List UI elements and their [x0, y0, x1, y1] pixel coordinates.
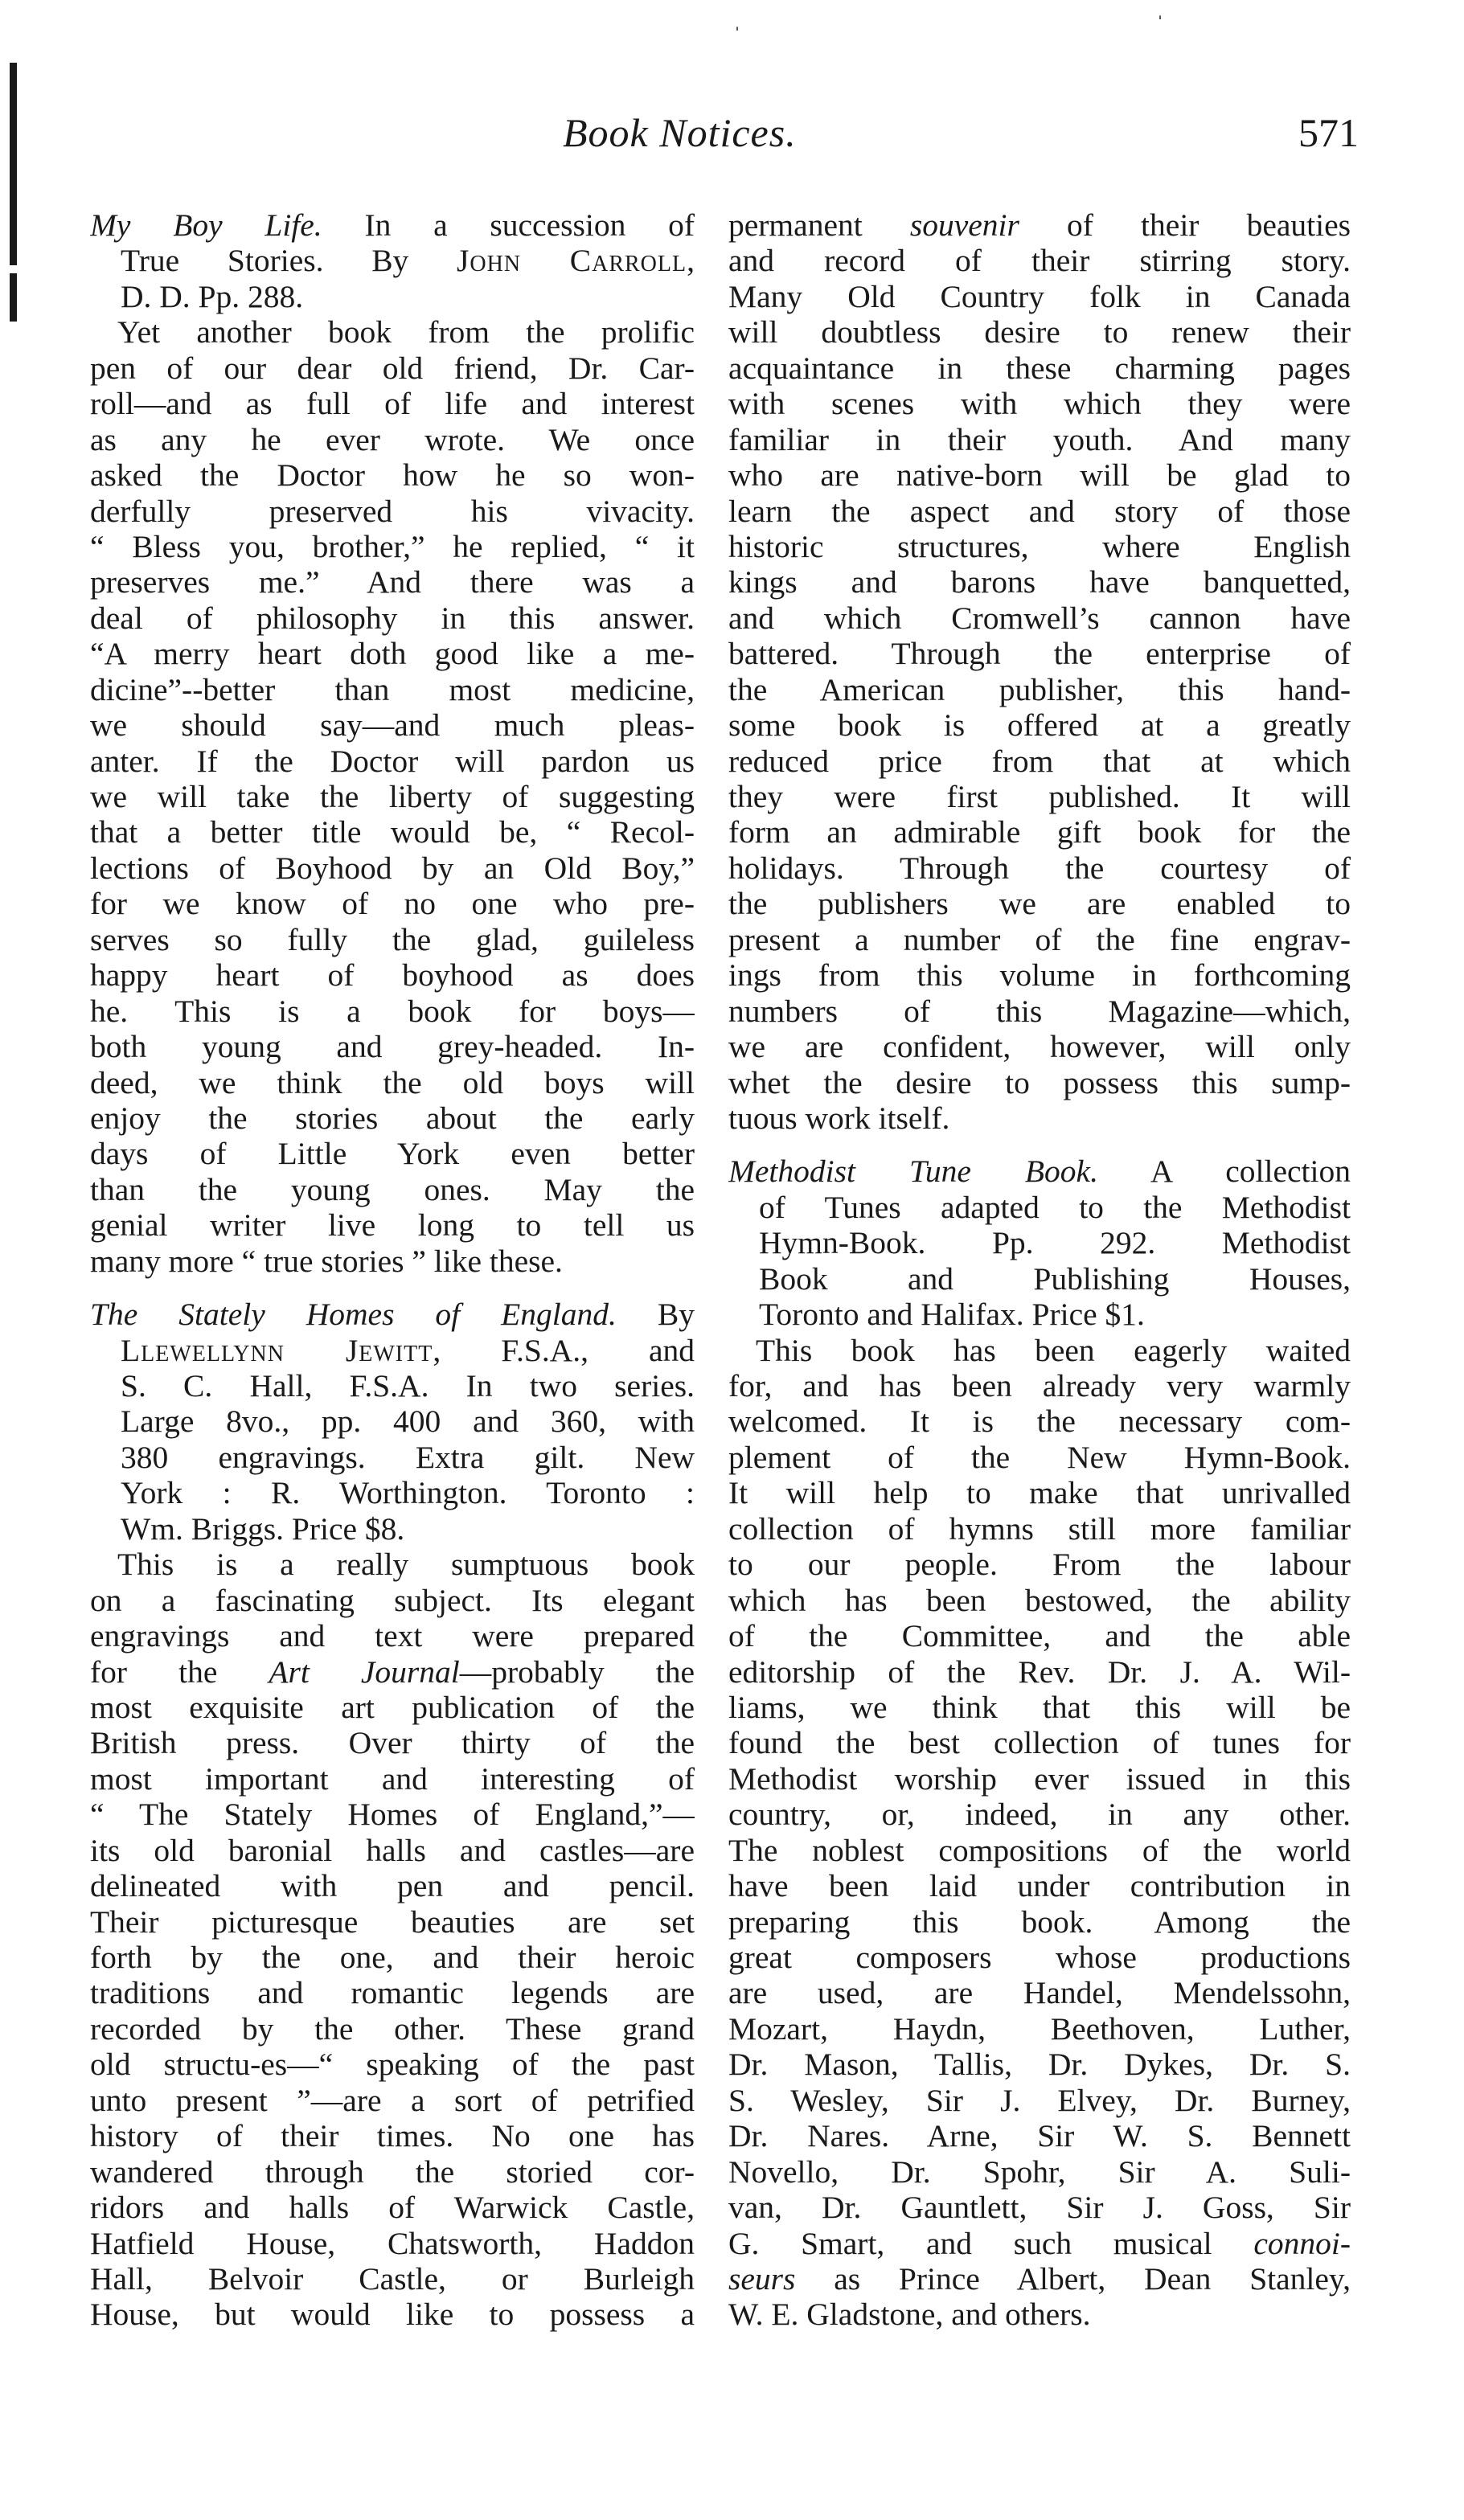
text-line: [90, 636, 695, 671]
text-segment: S. Wesley, Sir J. Elvey, Dr. Burney,: [728, 2082, 1351, 2118]
text-segment: 380 engravings. Extra gilt. New: [121, 1439, 695, 1475]
text-line: [90, 1833, 695, 1868]
text-line: [728, 1475, 1351, 1510]
text-segment: forth by the one, and their heroic: [90, 1940, 695, 1975]
text-segment: Toronto and Halifax. Price $1.: [759, 1297, 1145, 1333]
text-segment: This book has been eagerly waited: [756, 1332, 1351, 1368]
text-line: [90, 2118, 695, 2153]
text-segment: By: [616, 1297, 695, 1333]
text-line: [728, 1618, 1351, 1653]
text-line: [728, 1547, 1351, 1582]
text-segment: than the young ones. May the: [90, 1171, 695, 1207]
text-line: [728, 1725, 1351, 1760]
text-segment: editorship of the Rev. Dr. J. A. Wil-: [728, 1653, 1351, 1690]
text-segment: Their picturesque beauties are set: [90, 1903, 695, 1940]
text-line: [90, 744, 695, 779]
text-line: [90, 2261, 695, 2297]
text-segment: anter. If the Doctor will pardon us: [90, 743, 695, 779]
text-segment: battered. Through the enterprise of: [728, 636, 1351, 672]
text-segment: engravings and text were prepared: [90, 1618, 695, 1654]
text-line: [90, 1136, 695, 1171]
text-segment: on a fascinating subject. Its elegant: [90, 1582, 695, 1618]
text-line: [90, 1761, 695, 1797]
text-line: [90, 1297, 695, 1332]
text-segment: G. Smart, and such musical: [728, 2225, 1254, 2261]
text-segment: will doubtless desire to renew their: [728, 314, 1351, 350]
text-line: [728, 994, 1351, 1029]
text-line: [90, 922, 695, 957]
text-line: [728, 2261, 1351, 2297]
text-line: [728, 1297, 1351, 1332]
text-segment: True Stories. By: [121, 243, 457, 279]
text-segment: ridors and halls of Warwick Castle,: [90, 2190, 695, 2226]
text-segment: Book and Publishing Houses,: [759, 1260, 1351, 1297]
text-segment: to our people. From the labour: [728, 1547, 1351, 1583]
text-line: [90, 1725, 695, 1760]
text-segment: its old baronial halls and castles—are: [90, 1832, 695, 1868]
text-line: [90, 422, 695, 457]
text-segment: as any he ever wrote. We once: [90, 421, 695, 457]
text-line: [90, 457, 695, 493]
text-segment: they were first published. It will: [728, 779, 1351, 814]
text-line: [728, 922, 1351, 957]
text-segment: deed, we think the old boys will: [90, 1064, 695, 1100]
text-line: [90, 1618, 695, 1653]
text-line: [728, 2083, 1351, 2118]
text-segment: of the Committee, and the able: [728, 1618, 1351, 1654]
text-segment: unto present ”—are a sort of petrified: [90, 2082, 695, 2118]
text-segment: and which Cromwell’s cannon have: [728, 600, 1351, 636]
text-line: [728, 457, 1351, 493]
italic-text: My Boy Life.: [90, 207, 322, 243]
text-line: [728, 2154, 1351, 2190]
text-line: [90, 600, 695, 636]
text-segment: form an admirable gift book for the: [728, 814, 1351, 850]
text-segment: with scenes with which they were: [728, 386, 1351, 422]
text-segment: the American publisher, this hand-: [728, 671, 1351, 707]
text-line: [90, 1583, 695, 1618]
text-segment: for the: [90, 1653, 269, 1690]
text-segment: ings from this volume in forthcoming: [728, 957, 1351, 994]
italic-text: Methodist Tune Book.: [728, 1153, 1098, 1190]
text-line: [90, 779, 695, 814]
text-segment: history of their times. No one has: [90, 2118, 695, 2154]
text-segment: preserves me.” And there was a: [90, 564, 695, 600]
text-segment: “ Bless you, brother,” he replied, “ it: [90, 528, 695, 564]
text-segment: happy heart of boyhood as does: [90, 957, 695, 994]
text-line: [728, 314, 1351, 350]
text-segment: A collection: [1097, 1153, 1351, 1190]
text-segment: Wm. Briggs. Price $8.: [121, 1510, 405, 1547]
text-segment: It will help to make that unrivalled: [728, 1475, 1351, 1511]
text-line: [90, 1368, 695, 1403]
text-segment: delineated with pen and pencil.: [90, 1868, 695, 1904]
text-segment: pen of our dear old friend, Dr. Car-: [90, 350, 695, 386]
text-segment: who are native-born will be glad to: [728, 457, 1351, 494]
text-segment: genial writer live long to tell us: [90, 1207, 695, 1244]
text-line: [728, 1868, 1351, 1903]
text-line: [90, 1654, 695, 1690]
text-line: [728, 1100, 1351, 1136]
text-segment: of Tunes adapted to the Methodist: [759, 1189, 1351, 1225]
text-line: [728, 1261, 1351, 1297]
text-line: [90, 207, 695, 243]
text-segment: both young and grey-headed. In-: [90, 1029, 695, 1065]
text-segment: country, or, indeed, in any other.: [728, 1797, 1351, 1833]
text-segment: kings and barons have banquetted,: [728, 564, 1351, 600]
text-segment: dicine”--better than most medicine,: [90, 671, 695, 707]
text-line: [728, 1403, 1351, 1439]
text-segment: he. This is a book for boys—: [90, 993, 695, 1029]
text-line: [728, 1690, 1351, 1725]
text-segment: Hall, Belvoir Castle, or Burleigh: [90, 2260, 695, 2297]
text-line: [728, 279, 1351, 314]
text-line: [90, 279, 695, 314]
text-line: [728, 1333, 1351, 1368]
text-line: [90, 1403, 695, 1439]
text-line: [728, 1654, 1351, 1690]
text-line: [90, 1868, 695, 1903]
text-segment: learn the aspect and story of those: [728, 493, 1351, 529]
text-line: [90, 1690, 695, 1725]
text-segment: Novello, Dr. Spohr, Sir A. Suli-: [728, 2153, 1351, 2190]
text-segment: reduced price from that at which: [728, 743, 1351, 779]
text-line: [90, 314, 695, 350]
margin-rule-mark: [10, 63, 17, 265]
text-line: [728, 886, 1351, 921]
text-segment: for, and has been already very warmly: [728, 1368, 1351, 1403]
text-line: [728, 672, 1351, 707]
text-line: [90, 1797, 695, 1832]
text-segment: we are confident, however, will only: [728, 1029, 1351, 1065]
text-line: [728, 386, 1351, 421]
margin-rule-mark: [10, 273, 17, 322]
text-segment: as Prince Albert, Dean Stanley,: [795, 2260, 1351, 2297]
print-speck: ˈ: [1156, 11, 1164, 38]
text-segment: —probably the: [459, 1653, 695, 1690]
text-segment: familiar in their youth. And many: [728, 421, 1351, 457]
text-segment: that a better title would be, “ Recol-: [90, 814, 695, 850]
text-line: [728, 1440, 1351, 1475]
text-line: [90, 564, 695, 600]
text-line: [90, 672, 695, 707]
text-line: [728, 1225, 1351, 1260]
text-segment: most exquisite art publication of the: [90, 1689, 695, 1725]
text-segment: are used, are Handel, Mendelssohn,: [728, 1975, 1351, 2011]
text-line: [728, 2226, 1351, 2261]
text-line: [90, 1975, 695, 2010]
text-line: [90, 1172, 695, 1207]
text-line: [728, 1975, 1351, 2010]
text-line: [728, 850, 1351, 886]
text-segment: many more “ true stories ” like these.: [90, 1243, 563, 1279]
text-segment: Methodist worship ever issued in this: [728, 1760, 1351, 1797]
text-line: [90, 994, 695, 1029]
text-line: [728, 814, 1351, 850]
text-line: [728, 1029, 1351, 1064]
text-line: [728, 350, 1351, 386]
text-line: [728, 2190, 1351, 2225]
text-line: [90, 350, 695, 386]
text-segment: In a succession of: [322, 207, 695, 243]
text-line: [728, 744, 1351, 779]
text-segment: most important and interesting of: [90, 1760, 695, 1797]
text-line: [90, 1940, 695, 1975]
text-segment: roll—and as full of life and interest: [90, 386, 695, 422]
text-line: [728, 564, 1351, 600]
text-segment: ,: [687, 243, 695, 279]
text-segment: Yet another book from the prolific: [117, 314, 695, 350]
text-segment: great composers whose productions: [728, 1940, 1351, 1975]
text-segment: which has been bestowed, the ability: [728, 1582, 1351, 1618]
text-segment: British press. Over thirty of the: [90, 1725, 695, 1761]
text-segment: The noblest compositions of the world: [728, 1832, 1351, 1868]
text-line: [90, 1511, 695, 1547]
page-number: 571: [1298, 110, 1359, 155]
text-line: [90, 707, 695, 743]
text-segment: present a number of the fine engrav-: [728, 921, 1351, 957]
text-segment: , F.S.A., and: [433, 1332, 695, 1368]
text-line: [90, 1333, 695, 1368]
text-segment: permanent: [728, 207, 910, 243]
text-line: [90, 850, 695, 886]
text-line: [728, 1583, 1351, 1618]
text-segment: acquaintance in these charming pages: [728, 350, 1351, 386]
text-line: [90, 1029, 695, 1064]
italic-text: The Stately Homes of England.: [90, 1297, 617, 1333]
text-line: [90, 243, 695, 278]
text-segment: preparing this book. Among the: [728, 1903, 1351, 1940]
text-line: [728, 2047, 1351, 2082]
text-segment: House, but would like to possess a: [90, 2297, 695, 2333]
text-segment: York : R. Worthington. Toronto :: [121, 1475, 695, 1511]
right-text-column: [728, 207, 1351, 2333]
text-line: [728, 779, 1351, 814]
text-line: [728, 207, 1351, 243]
text-segment: Dr. Nares. Arne, Sir W. S. Bennett: [728, 2118, 1351, 2154]
text-line: [90, 886, 695, 921]
text-segment: we should say—and much pleas-: [90, 707, 695, 744]
text-line: [728, 1904, 1351, 1940]
text-segment: have been laid under contribution in: [728, 1868, 1351, 1904]
text-line: [728, 2118, 1351, 2153]
text-line: [728, 1940, 1351, 1975]
left-text-column: [90, 207, 695, 2333]
text-line: [728, 2297, 1351, 2332]
italic-text: souvenir: [909, 207, 1019, 243]
text-segment: welcomed. It is the necessary com-: [728, 1403, 1351, 1440]
text-segment: found the best collection of tunes for: [728, 1725, 1351, 1761]
text-line: [728, 1833, 1351, 1868]
text-line: [90, 2226, 695, 2261]
text-segment: collection of hymns still more familiar: [728, 1510, 1351, 1547]
text-segment: derfully preserved his vivacity.: [90, 493, 695, 529]
text-segment: recorded by the other. These grand: [90, 2010, 695, 2047]
text-line: [90, 1547, 695, 1582]
text-line: [90, 2047, 695, 2082]
text-segment: historic structures, where English: [728, 528, 1351, 564]
print-speck: ˈ: [733, 23, 741, 49]
text-line: [90, 386, 695, 421]
text-segment: S. C. Hall, F.S.A. In two series.: [121, 1368, 695, 1403]
text-line: [90, 529, 695, 564]
text-segment: serves so fully the glad, guileless: [90, 921, 695, 957]
text-segment: some book is offered at a greatly: [728, 707, 1351, 744]
italic-text: connoi-: [1253, 2225, 1351, 2261]
text-line: [728, 422, 1351, 457]
text-segment: “A merry heart doth good like a me-: [90, 636, 695, 672]
text-line: [728, 1153, 1351, 1189]
text-line: [90, 957, 695, 993]
text-segment: liams, we think that this will be: [728, 1689, 1351, 1725]
text-segment: holidays. Through the courtesy of: [728, 850, 1351, 886]
author-name: Llewellynn Jewitt: [121, 1332, 433, 1368]
text-line: [728, 1190, 1351, 1225]
text-segment: deal of philosophy in this answer.: [90, 600, 695, 636]
text-line: [90, 1065, 695, 1100]
text-segment: Hatfield House, Chatsworth, Haddon: [90, 2225, 695, 2261]
text-line: [728, 600, 1351, 636]
text-segment: traditions and romantic legends are: [90, 1975, 695, 2011]
text-line: [728, 957, 1351, 993]
text-segment: wandered through the storied cor-: [90, 2153, 695, 2190]
running-title: Book Notices.: [563, 110, 797, 155]
text-line: [728, 1761, 1351, 1797]
text-line: [90, 2190, 695, 2225]
text-segment: Large 8vo., pp. 400 and 360, with: [121, 1403, 695, 1440]
text-line: [728, 529, 1351, 564]
text-segment: tuous work itself.: [728, 1100, 950, 1136]
text-line: [728, 636, 1351, 671]
italic-text: Art Journal: [269, 1653, 460, 1690]
text-segment: the publishers we are enabled to: [728, 886, 1351, 922]
text-line: [728, 1797, 1351, 1832]
text-segment: This is a really sumptuous book: [117, 1547, 695, 1583]
text-segment: van, Dr. Gauntlett, Sir J. Goss, Sir: [728, 2190, 1351, 2226]
text-segment: days of Little York even better: [90, 1136, 695, 1172]
text-line: [728, 707, 1351, 743]
text-line: [90, 1100, 695, 1136]
text-segment: old structu-es—“ speaking of the past: [90, 2047, 695, 2083]
author-name: John Carroll: [457, 243, 687, 279]
text-segment: D. D. Pp. 288.: [121, 278, 304, 314]
text-line: [90, 2297, 695, 2332]
text-line: [728, 1065, 1351, 1100]
text-line: [728, 1368, 1351, 1403]
text-line: [90, 2011, 695, 2047]
text-segment: enjoy the stories about the early: [90, 1100, 695, 1136]
italic-text: seurs: [728, 2260, 796, 2297]
text-segment: Mozart, Haydn, Beethoven, Luther,: [728, 2010, 1351, 2047]
text-line: [90, 814, 695, 850]
text-line: [728, 494, 1351, 529]
text-segment: Many Old Country folk in Canada: [728, 278, 1351, 314]
text-segment: of their beauties: [1019, 207, 1351, 243]
text-segment: “ The Stately Homes of England,”—: [90, 1797, 695, 1833]
text-line: [728, 243, 1351, 278]
text-line: [728, 1511, 1351, 1547]
page-header: [563, 109, 1359, 166]
text-line: [90, 1475, 695, 1510]
text-line: [90, 1244, 695, 1279]
text-segment: W. E. Gladstone, and others.: [728, 2297, 1091, 2333]
text-segment: Dr. Mason, Tallis, Dr. Dykes, Dr. S.: [728, 2047, 1351, 2083]
text-segment: numbers of this Magazine—which,: [728, 993, 1351, 1029]
text-line: [90, 1207, 695, 1243]
text-segment: we will take the liberty of suggesting: [90, 779, 695, 814]
text-line: [90, 494, 695, 529]
text-segment: plement of the New Hymn-Book.: [728, 1439, 1351, 1475]
text-line: [90, 2083, 695, 2118]
text-segment: lections of Boyhood by an Old Boy,”: [90, 850, 695, 886]
text-segment: asked the Doctor how he so won-: [90, 457, 695, 494]
text-line: [90, 1440, 695, 1475]
text-segment: and record of their stirring story.: [728, 243, 1351, 279]
text-segment: whet the desire to possess this sump-: [728, 1064, 1351, 1100]
text-segment: for we know of no one who pre-: [90, 886, 695, 922]
text-segment: Hymn-Book. Pp. 292. Methodist: [759, 1225, 1351, 1261]
text-line: [90, 1904, 695, 1940]
text-line: [728, 2011, 1351, 2047]
text-line: [90, 2154, 695, 2190]
